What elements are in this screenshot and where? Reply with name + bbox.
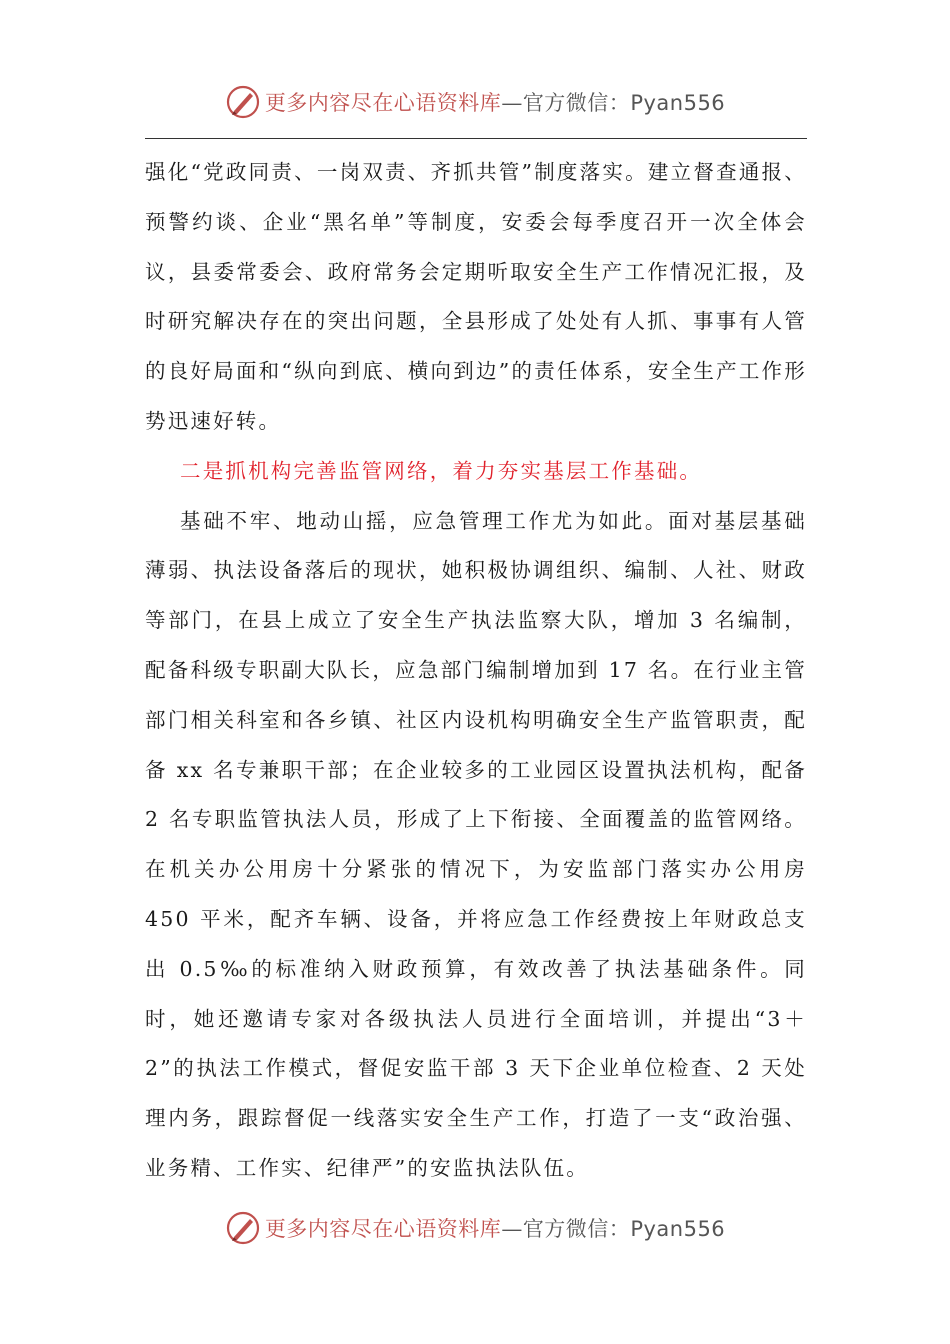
document-body bbox=[145, 148, 807, 1194]
footer-promo-text: 更多内容尽在心语资料库 bbox=[264, 1217, 502, 1241]
header-banner-text bbox=[265, 87, 725, 117]
header-promo-text: 更多内容尽在心语资料库 bbox=[264, 91, 502, 115]
body-paragraph-1: 强化“党政同责、一岗双责、齐抓共管”制度落实。建立督查通报、预警约谈、企业“黑名单”等制度，安委会每季度召开一次全体会议，县委常委会、政府常务会定期听取安全生产工作情况汇报，及时研究解决存在的突出问题，全县形成了处处有人抓、事事有人管的良好局面和“纵向到底、横向到边”的责任体系，安全生产工作形势迅速好转。 bbox=[145, 160, 807, 433]
body-paragraph-2: 基础不牢、地动山摇，应急管理工作尤为如此。面对基层基础薄弱、执法设备落后的现状，她积极协调组织、编制、人社、财政等部门，在县上成立了安全生产执法监察大队，增加 3 名编制，配备科级专职副大队长，应急部门编制增加到 17 名。在行业主管部门相关科室和各乡镇、社区内设机构明确安全生产监管职责，配备 xx 名专兼职干部；在企业较多的工业园区设置执法机构，配备 2 名专职监管执法人员，形成了上下衔接、全面覆盖的监管网络。在机关办公用房十分紧张的情况下，为安监部门落实办公用房 450 平米，配齐车辆、设备，并将应急工作经费按上年财政总支出 0.5‰的标准纳入财政预算，有效改善了执法基础条件。同时，她还邀请专家对各级执法人员进行全面培训，并提出“3＋2”的执法工作模式，督促安监干部 3 天下企业单位检查、2 天处理内务，跟踪督促一线落实安全生产工作，打造了一支“政治强、业务精、工作实、纪律严”的安监执法队伍。 bbox=[145, 508, 807, 1180]
footer-banner-text bbox=[265, 1213, 725, 1243]
pen-logo-icon bbox=[225, 84, 261, 120]
header-banner bbox=[0, 82, 950, 122]
header-divider bbox=[145, 138, 807, 139]
header-contact-label: 官方微信： bbox=[522, 91, 631, 115]
footer-contact-label: 官方微信： bbox=[522, 1217, 631, 1241]
section-heading-2: 二是抓机构完善监管网络，着力夯实基层工作基础。 bbox=[180, 458, 703, 483]
footer-separator: — bbox=[501, 1217, 523, 1241]
footer-banner bbox=[0, 1208, 950, 1248]
header-separator: — bbox=[501, 91, 523, 115]
header-contact-id: Pyan556 bbox=[630, 91, 726, 115]
pen-logo-icon bbox=[225, 1210, 261, 1246]
footer-contact-id: Pyan556 bbox=[630, 1217, 726, 1241]
